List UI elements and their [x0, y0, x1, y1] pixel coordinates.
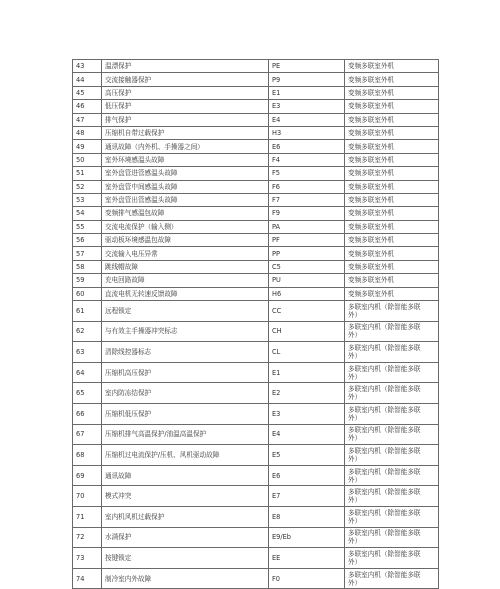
- table-row: [73, 321, 439, 342]
- unit-type-cell: [345, 126, 439, 139]
- table-row: [73, 234, 439, 247]
- unit-type-cell: [345, 486, 439, 507]
- row-number-cell: 55: [73, 220, 102, 233]
- unit-type-line: 外）: [348, 578, 362, 587]
- fault-description-cell: 室内防冻结保护: [102, 383, 269, 404]
- row-number-cell: 63: [73, 342, 102, 363]
- row-number-cell: 62: [73, 321, 102, 342]
- row-number-cell: 48: [73, 126, 102, 139]
- fault-description-cell: 室外环境感温头故障: [102, 153, 269, 166]
- table-row: [73, 60, 439, 73]
- row-number-cell: 72: [73, 527, 102, 548]
- fault-description-cell: 压缩机低压保护: [102, 404, 269, 425]
- unit-type-cell: [345, 207, 439, 220]
- unit-type-line: 变频多联室外机: [348, 129, 395, 138]
- unit-type-line: 多联室内机（除智能多联: [348, 302, 421, 311]
- unit-type-line: 多联室内机（除智能多联: [348, 549, 421, 558]
- unit-type-line: 多联室内机（除智能多联: [348, 488, 421, 497]
- unit-type-cell: [345, 301, 439, 322]
- table-row: [73, 180, 439, 193]
- unit-type-cell: [345, 140, 439, 153]
- row-number-cell: 56: [73, 234, 102, 247]
- unit-type-line: 外）: [348, 352, 362, 361]
- unit-type-line: 多联室内机（除智能多联: [348, 323, 421, 332]
- fault-description-cell: 水满保护: [102, 527, 269, 548]
- row-number-cell: 59: [73, 274, 102, 287]
- fault-code-cell: E8: [269, 506, 345, 527]
- unit-type-line: 多联室内机（除智能多联: [348, 426, 421, 435]
- row-number-cell: 71: [73, 506, 102, 527]
- unit-type-line: 多联室内机（除智能多联: [348, 364, 421, 373]
- unit-type-line: 多联室内机（除智能多联: [348, 508, 421, 517]
- row-number-cell: 54: [73, 207, 102, 220]
- fault-code-cell: CL: [269, 342, 345, 363]
- fault-description-cell: 压缩机排气高温保护/油温高温保护: [102, 424, 269, 445]
- fault-description-cell: 按键锁定: [102, 548, 269, 569]
- unit-type-cell: [345, 342, 439, 363]
- fault-description-cell: 通讯故障（内外机、手操器之间）: [102, 140, 269, 153]
- fault-code-cell: E3: [269, 404, 345, 425]
- unit-type-cell: [345, 180, 439, 193]
- unit-type-line: 变频多联室外机: [348, 182, 395, 191]
- unit-type-line: 变频多联室外机: [348, 276, 395, 285]
- unit-type-cell: [345, 100, 439, 113]
- row-number-cell: 57: [73, 247, 102, 260]
- unit-type-line: 变频多联室外机: [348, 155, 395, 164]
- row-number-cell: 52: [73, 180, 102, 193]
- fault-description-cell: 驱动板环境感温包故障: [102, 234, 269, 247]
- unit-type-line: 变频多联室外机: [348, 62, 395, 71]
- fault-description-cell: 制冷室内外故障: [102, 568, 269, 589]
- unit-type-line: 外）: [348, 516, 362, 525]
- unit-type-line: 外）: [348, 454, 362, 463]
- unit-type-line: 变频多联室外机: [348, 196, 395, 205]
- fault-code-cell: PA: [269, 220, 345, 233]
- unit-type-line: 变频多联室外机: [348, 236, 395, 245]
- unit-type-line: 外）: [348, 393, 362, 402]
- table-row: [73, 287, 439, 300]
- table-row: [73, 486, 439, 507]
- row-number-cell: 68: [73, 445, 102, 466]
- table-row: [73, 207, 439, 220]
- unit-type-cell: [345, 73, 439, 86]
- fault-code-cell: CH: [269, 321, 345, 342]
- unit-type-cell: [345, 321, 439, 342]
- row-number-cell: 67: [73, 424, 102, 445]
- fault-code-cell: F6: [269, 180, 345, 193]
- unit-type-line: 外）: [348, 537, 362, 546]
- fault-code-cell: E7: [269, 486, 345, 507]
- fault-code-cell: E1: [269, 362, 345, 383]
- table-row: [73, 86, 439, 99]
- fault-code-cell: PE: [269, 60, 345, 73]
- fault-description-cell: 交流输入电压异常: [102, 247, 269, 260]
- unit-type-cell: [345, 362, 439, 383]
- fault-code-cell: E3: [269, 100, 345, 113]
- unit-type-cell: [345, 424, 439, 445]
- row-number-cell: 73: [73, 548, 102, 569]
- fault-code-cell: P9: [269, 73, 345, 86]
- error-code-table: [72, 59, 439, 589]
- table-row: [73, 113, 439, 126]
- fault-description-cell: 跳线帽故障: [102, 260, 269, 273]
- unit-type-cell: [345, 60, 439, 73]
- fault-description-cell: 远程锁定: [102, 301, 269, 322]
- fault-code-cell: PF: [269, 234, 345, 247]
- unit-type-cell: [345, 445, 439, 466]
- unit-type-cell: [345, 234, 439, 247]
- fault-code-cell: PP: [269, 247, 345, 260]
- table-row: [73, 193, 439, 206]
- row-number-cell: 43: [73, 60, 102, 73]
- unit-type-line: 变频多联室外机: [348, 88, 395, 97]
- unit-type-line: 变频多联室外机: [348, 222, 395, 231]
- unit-type-line: 多联室内机（除智能多联: [348, 446, 421, 455]
- unit-type-cell: [345, 287, 439, 300]
- fault-code-cell: F0: [269, 568, 345, 589]
- unit-type-line: 外）: [348, 475, 362, 484]
- fault-description-cell: 室外盘管出管感温头故障: [102, 193, 269, 206]
- table-row: [73, 140, 439, 153]
- fault-description-cell: 压缩机高压保护: [102, 362, 269, 383]
- fault-description-cell: 与有效主手操器冲突标志: [102, 321, 269, 342]
- fault-description-cell: 压缩机过电流保护/压机、风机驱动故障: [102, 445, 269, 466]
- fault-code-cell: F5: [269, 167, 345, 180]
- table-row: [73, 445, 439, 466]
- unit-type-cell: [345, 247, 439, 260]
- unit-type-line: 多联室内机（除智能多联: [348, 570, 421, 579]
- fault-description-cell: 直流电机无转速反馈故障: [102, 287, 269, 300]
- unit-type-line: 变频多联室外机: [348, 75, 395, 84]
- fault-code-cell: CC: [269, 301, 345, 322]
- fault-code-cell: E5: [269, 445, 345, 466]
- unit-type-cell: [345, 568, 439, 589]
- row-number-cell: 58: [73, 260, 102, 273]
- row-number-cell: 50: [73, 153, 102, 166]
- row-number-cell: 47: [73, 113, 102, 126]
- fault-code-cell: H3: [269, 126, 345, 139]
- row-number-cell: 51: [73, 167, 102, 180]
- unit-type-cell: [345, 167, 439, 180]
- fault-code-cell: EE: [269, 548, 345, 569]
- unit-type-cell: [345, 506, 439, 527]
- table-row: [73, 568, 439, 589]
- table-row: [73, 506, 439, 527]
- unit-type-cell: [345, 193, 439, 206]
- unit-type-line: 外）: [348, 331, 362, 340]
- table-row: [73, 260, 439, 273]
- row-number-cell: 66: [73, 404, 102, 425]
- row-number-cell: 69: [73, 465, 102, 486]
- fault-description-cell: 温漂保护: [102, 60, 269, 73]
- fault-code-cell: E6: [269, 140, 345, 153]
- fault-description-cell: 室外盘管中间感温头故障: [102, 180, 269, 193]
- unit-type-line: 变频多联室外机: [348, 263, 395, 272]
- unit-type-cell: [345, 404, 439, 425]
- unit-type-cell: [345, 260, 439, 273]
- row-number-cell: 44: [73, 73, 102, 86]
- fault-code-cell: E1: [269, 86, 345, 99]
- unit-type-line: 外）: [348, 413, 362, 422]
- unit-type-line: 多联室内机（除智能多联: [348, 529, 421, 538]
- fault-description-cell: 低压保护: [102, 100, 269, 113]
- unit-type-cell: [345, 465, 439, 486]
- unit-type-line: 外）: [348, 310, 362, 319]
- row-number-cell: 49: [73, 140, 102, 153]
- unit-type-line: 变频多联室外机: [348, 169, 395, 178]
- row-number-cell: 46: [73, 100, 102, 113]
- fault-code-cell: F4: [269, 153, 345, 166]
- unit-type-line: 变频多联室外机: [348, 102, 395, 111]
- table-row: [73, 527, 439, 548]
- table-row: [73, 362, 439, 383]
- fault-description-cell: 模式冲突: [102, 486, 269, 507]
- table-row: [73, 301, 439, 322]
- fault-code-cell: E4: [269, 113, 345, 126]
- fault-description-cell: 交流接触器保护: [102, 73, 269, 86]
- fault-code-cell: E9/Eb: [269, 527, 345, 548]
- table-row: [73, 220, 439, 233]
- unit-type-line: 多联室内机（除智能多联: [348, 344, 421, 353]
- unit-type-cell: [345, 153, 439, 166]
- table-row: [73, 100, 439, 113]
- unit-type-cell: [345, 220, 439, 233]
- fault-description-cell: 变频排气感温包故障: [102, 207, 269, 220]
- unit-type-line: 多联室内机（除智能多联: [348, 467, 421, 476]
- unit-type-cell: [345, 383, 439, 404]
- fault-code-cell: H6: [269, 287, 345, 300]
- unit-type-cell: [345, 274, 439, 287]
- fault-description-cell: 高压保护: [102, 86, 269, 99]
- unit-type-line: 多联室内机（除智能多联: [348, 405, 421, 414]
- fault-code-cell: E2: [269, 383, 345, 404]
- row-number-cell: 64: [73, 362, 102, 383]
- unit-type-line: 外）: [348, 434, 362, 443]
- table-row: [73, 383, 439, 404]
- row-number-cell: 61: [73, 301, 102, 322]
- table-row: [73, 342, 439, 363]
- unit-type-line: 外）: [348, 496, 362, 505]
- unit-type-line: 变频多联室外机: [348, 115, 395, 124]
- fault-code-cell: E6: [269, 465, 345, 486]
- fault-description-cell: 交流电流保护（输入侧）: [102, 220, 269, 233]
- unit-type-line: 变频多联室外机: [348, 142, 395, 151]
- table-row: [73, 247, 439, 260]
- table-row: [73, 548, 439, 569]
- fault-code-cell: PU: [269, 274, 345, 287]
- row-number-cell: 70: [73, 486, 102, 507]
- table-row: [73, 465, 439, 486]
- row-number-cell: 74: [73, 568, 102, 589]
- fault-code-cell: C5: [269, 260, 345, 273]
- fault-description-cell: 通讯故障: [102, 465, 269, 486]
- table-row: [73, 73, 439, 86]
- unit-type-cell: [345, 548, 439, 569]
- error-code-table-body: [73, 60, 439, 589]
- row-number-cell: 45: [73, 86, 102, 99]
- fault-description-cell: 压缩机自带过载保护: [102, 126, 269, 139]
- unit-type-line: 变频多联室外机: [348, 249, 395, 258]
- unit-type-cell: [345, 113, 439, 126]
- fault-code-cell: E4: [269, 424, 345, 445]
- unit-type-line: 外）: [348, 372, 362, 381]
- fault-description-cell: 排气保护: [102, 113, 269, 126]
- row-number-cell: 60: [73, 287, 102, 300]
- unit-type-line: 多联室内机（除智能多联: [348, 385, 421, 394]
- row-number-cell: 65: [73, 383, 102, 404]
- fault-code-cell: F9: [269, 207, 345, 220]
- table-row: [73, 153, 439, 166]
- fault-description-cell: 充电回路故障: [102, 274, 269, 287]
- table-row: [73, 126, 439, 139]
- unit-type-line: 变频多联室外机: [348, 209, 395, 218]
- table-row: [73, 274, 439, 287]
- fault-description-cell: 清除线控器标志: [102, 342, 269, 363]
- table-row: [73, 404, 439, 425]
- unit-type-cell: [345, 527, 439, 548]
- unit-type-line: 外）: [348, 557, 362, 566]
- table-row: [73, 424, 439, 445]
- table-row: [73, 167, 439, 180]
- fault-code-cell: F7: [269, 193, 345, 206]
- fault-description-cell: 室内机风机过载保护: [102, 506, 269, 527]
- unit-type-line: 变频多联室外机: [348, 289, 395, 298]
- row-number-cell: 53: [73, 193, 102, 206]
- unit-type-cell: [345, 86, 439, 99]
- fault-description-cell: 室外盘管进管感温头故障: [102, 167, 269, 180]
